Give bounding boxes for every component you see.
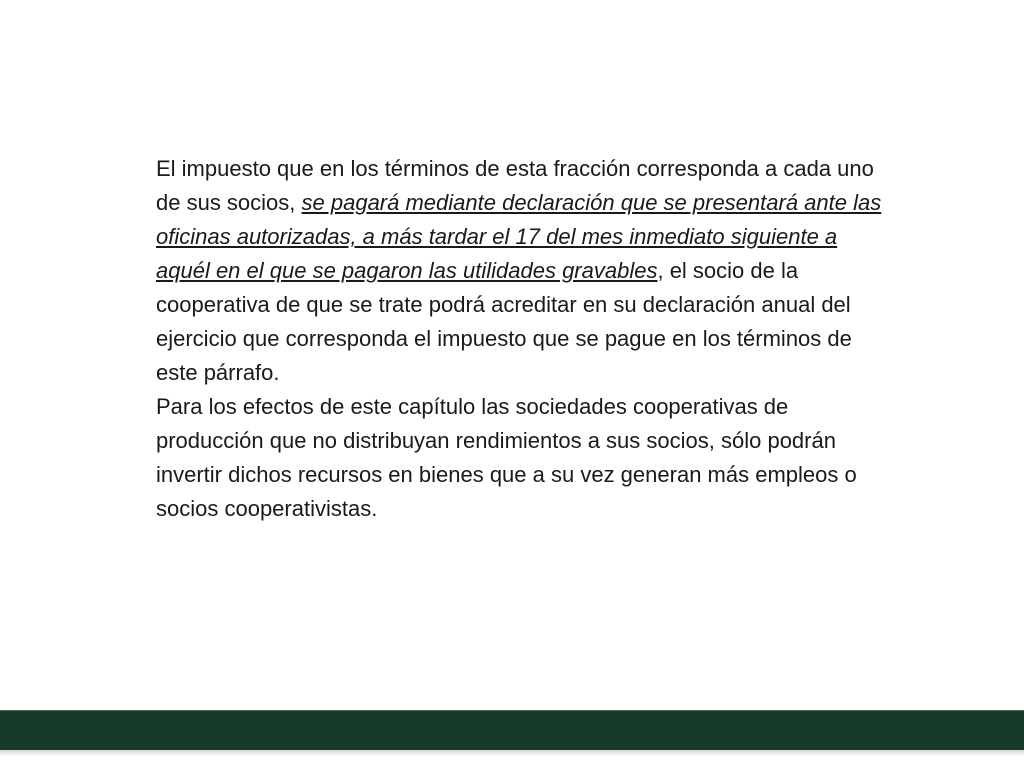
paragraph-cooperatives: Para los efectos de este capítulo las sociedades cooperativas de producción que no distribuyan rendimientos a sus socios, sólo podrán invertir dichos recursos en bienes que a su vez generan más empleos o socios cooperativistas. xyxy=(156,394,857,521)
footer-band xyxy=(0,710,1024,751)
slide-body-text xyxy=(156,152,896,526)
paragraph-1-intro: El impuesto que en los términos de esta fracción corresponda a cada uno de sus socios, xyxy=(156,156,874,215)
paragraph-1-rest: , el socio de la cooperativa de que se trate podrá acreditar en su declaración anual del ejercicio que corresponda el impuesto que se pague en los términos de este párrafo. xyxy=(156,258,852,385)
footer-shadow xyxy=(0,750,1024,756)
paragraph-tax-payment xyxy=(156,152,896,390)
paragraph-1-emphasis: se pagará mediante declaración que se presentará ante las oficinas autorizadas, a más tardar el 17 del mes inmediato siguiente a aquél en el que se pagaron las utilidades gravables xyxy=(156,190,882,283)
